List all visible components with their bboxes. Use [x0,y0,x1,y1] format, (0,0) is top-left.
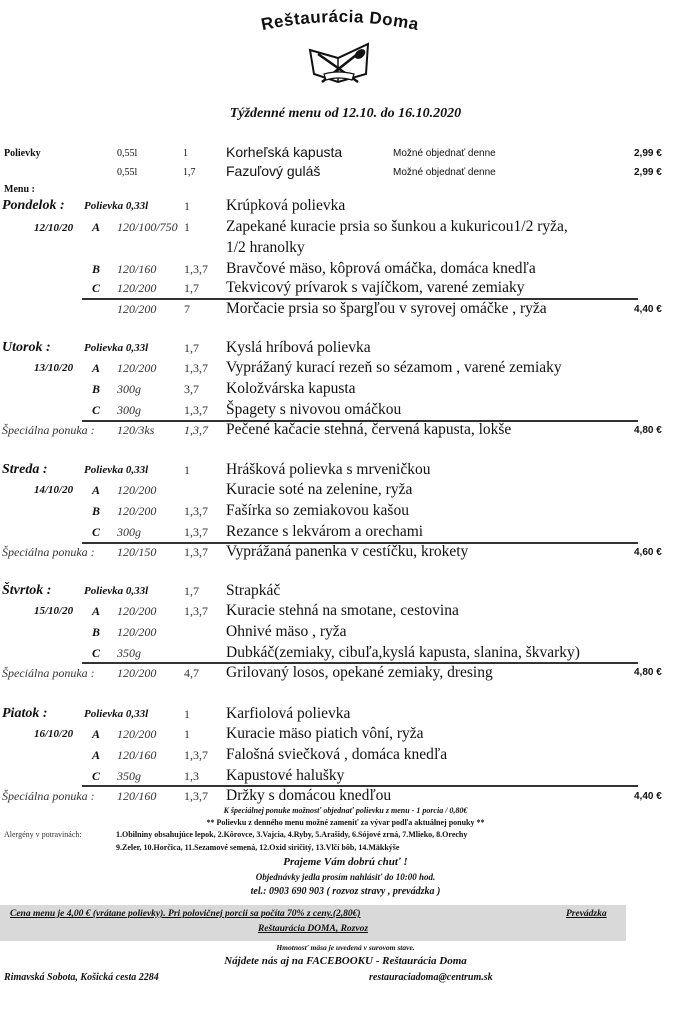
day-soup-name: Hrášková polievka s mrveničkou [226,461,431,478]
special-weight: 120/150 [117,545,157,559]
meal-weight: 350g [117,646,141,660]
bon-appetit: Prajeme Vám dobrú chuť ! [283,856,408,868]
special-name: Vyprážaná panenka v cestíčku, krokety [226,543,469,560]
meal-letter: C [92,403,101,417]
meal-allergens: 1,3 [184,769,199,783]
special-price: 4,60 € [634,547,662,558]
allergens-list-line2: 9.Zeler, 10.Horčica, 11.Sezamové semená, 12.Oxid siričitý, 13.Vlčí bôb, 14.Mäkkýše [116,843,400,852]
meal-weight: 350g [117,769,141,783]
meal-weight: 120/200 [117,604,157,618]
special-allergens: 1,3,7 [184,545,208,559]
meal-letter: A [92,604,101,618]
day-soup-allergens: 1 [184,463,190,477]
day-soup-name: Kyslá hríbová polievka [226,339,371,356]
meal-letter: C [92,769,101,783]
day-soup-label: Polievka 0,33l [84,708,149,720]
meal-name: Ohnivé mäso , ryža [226,623,347,640]
meal-weight: 120/200 [117,625,157,639]
day-soup-allergens: 1 [184,199,190,213]
book-fork-spoon-icon [220,8,460,88]
allergens-list-line1: 1.Obilniny obsahujúce lepok, 2.Kôrovce, 3.Vajcia, 4.Ryby, 5.Arašidy, 6.Sójové zrná, 7.Mlieko, 8.Orechy [116,830,468,839]
restaurant-delivery: Reštaurácia DOMA, Rozvoz [257,924,369,934]
meal-weight: 120/200 [117,361,157,375]
soup-price: 2,99 € [634,148,662,159]
soup-swap-note: ** Polievku z denného menu možné zameniť za vývar podľa aktuálnej ponuky ** [206,818,485,827]
special-offer-label: Špeciálna ponuka : [2,789,95,803]
meal-letter: A [92,361,101,375]
meal-weight: 120/200 [117,281,157,295]
address: Rimavská Sobota, Košická cesta 2284 [4,972,159,983]
allergens-label: Alergény v potravinách: [4,830,82,839]
day-name: Štvrtok : [2,583,52,598]
meal-letter: A [92,748,101,762]
meal-allergens: 1,3,7 [184,361,208,375]
soup-note: Možné objednať denne [393,148,496,159]
day-soup-name: Krúpková polievka [226,197,346,214]
email-address: restauraciadoma@centrum.sk [369,972,493,983]
meal-weight: 120/160 [117,748,157,762]
order-deadline: Objednávky jedla prosím nahlásiť do 10:00 hod. [255,872,436,882]
day-soup-allergens: 1,7 [184,584,199,598]
special-offer-label: Špeciálna ponuka : [2,545,95,559]
day-soup-label: Polievka 0,33l [84,342,149,354]
meal-letter: A [92,727,101,741]
meal-name: Koložvárska kapusta [226,380,356,397]
meal-weight: 120/200 [117,483,157,497]
soup-volume: 0,55l [117,148,138,159]
special-soup-note: K špeciálnej ponuke možnosť objednať polievku z menu - 1 porcia / 0,80€ [223,806,468,815]
soup-volume: 0,55l [117,167,138,178]
soup-note: Možné objednať denne [393,167,496,178]
meal-name: Kuracie mäso piatich vôní, ryža [226,725,424,742]
soup-price: 2,99 € [634,167,662,178]
meal-allergens: 1 [184,220,190,234]
svg-text:Reštaurácia Doma: Reštaurácia Doma [259,8,421,35]
special-name: Držky s domácou knedľou [226,787,392,804]
meal-name: Rezance s lekvárom a orechami [226,523,424,540]
meal-name: Kuracie stehná na smotane, cestovina [226,602,459,619]
meal-name: Špagety s nivovou omáčkou [226,401,402,418]
soup-allergens: 1 [183,148,188,159]
meal-weight: 120/100/750 [117,220,178,234]
special-allergens: 1,3,7 [184,423,208,437]
day-date: 16/10/20 [34,728,74,740]
special-price: 4,40 € [634,791,662,802]
meal-name-continued: 1/2 hranolky [226,239,305,256]
day-soup-label: Polievka 0,33l [84,464,149,476]
meal-letter: B [92,625,101,639]
meal-letter: A [92,220,101,234]
day-name: Utorok : [2,340,51,355]
day-soup-allergens: 1,7 [184,341,199,355]
meat-weight-note: Hmotnosť mäsa je uvedená v surovom stave. [276,943,415,952]
restaurant-logo [220,8,460,88]
price-info-band [0,905,626,941]
meal-allergens: 1,3,7 [184,748,208,762]
special-weight: 120/200 [117,302,157,316]
soup-name: Korheľská kapusta [226,144,343,160]
special-allergens: 1,3,7 [184,789,208,803]
meal-weight: 120/200 [117,727,157,741]
special-weight: 120/160 [117,789,157,803]
meal-name: Falošná sviečková , domáca knedľa [226,746,448,763]
meal-allergens: 1,3,7 [184,403,208,417]
meal-allergens: 1,3,7 [184,525,208,539]
day-soup-name: Karfiolová polievka [226,705,351,722]
day-date: 15/10/20 [34,605,74,617]
meal-weight: 120/200 [117,504,157,518]
special-weight: 120/3ks [117,423,155,437]
menu-label: Menu : [4,184,35,195]
operation-label: Prevádzka [566,909,607,919]
meal-name: Vyprážaný kurací rezeň so sézamom , varené zemiaky [226,359,562,376]
meal-weight: 300g [117,403,141,417]
soup-allergens: 1,7 [183,167,196,178]
day-name: Pondelok : [2,198,65,213]
day-date: 14/10/20 [34,484,74,496]
day-soup-allergens: 1 [184,707,190,721]
meal-weight: 120/160 [117,262,157,276]
soups-label: Polievky [4,148,41,159]
weekly-menu-title: Týždenné menu od 12.10. do 16.10.2020 [229,106,462,121]
soup-name: Fazuľový guláš [226,163,321,179]
special-price: 4,40 € [634,304,662,315]
meal-allergens: 1,3,7 [184,262,208,276]
meal-name: Zapekané kuracie prsia so šunkou a kukuricou1/2 ryža, [226,218,568,235]
day-soup-name: Strapkáč [226,582,281,599]
special-name: Pečené kačacie stehná, červená kapusta, lokše [226,421,512,438]
meal-allergens: 1 [184,727,190,741]
special-name: Morčacie prsia so špargľou v syrovej omáčke , ryža [226,300,547,317]
meal-name: Dubkáč(zemiaky, cibuľa,kyslá kapusta, slanina, škvarky) [226,644,580,661]
special-price: 4,80 € [634,425,662,436]
meal-weight: 300g [117,382,141,396]
special-allergens: 4,7 [184,666,199,680]
facebook-note: Nájdete nás aj na FACEBOOKU - Reštaurácia Doma [224,955,467,967]
day-date: 12/10/20 [34,222,74,234]
meal-allergens: 1,7 [184,281,199,295]
special-weight: 120/200 [117,666,157,680]
meal-letter: C [92,281,101,295]
meal-allergens: 1,3,7 [184,504,208,518]
special-offer-label: Špeciálna ponuka : [2,666,95,680]
day-soup-label: Polievka 0,33l [84,585,149,597]
meal-name: Fašírka so zemiakovou kašou [226,502,409,519]
meal-weight: 300g [117,525,141,539]
meal-letter: B [92,262,101,276]
meal-name: Bravčové mäso, kôprová omáčka, domáca knedľa [226,260,536,277]
meal-name: Kuracie soté na zelenine, ryža [226,481,413,498]
special-allergens: 7 [184,302,190,316]
day-name: Piatok : [2,706,48,721]
phone-number: tel.: 0903 690 903 ( rozvoz stravy , prevádzka ) [250,886,441,897]
day-soup-label: Polievka 0,33l [84,200,149,212]
meal-letter: C [92,646,101,660]
meal-letter: A [92,483,101,497]
day-name: Streda : [2,462,48,477]
meal-letter: C [92,525,101,539]
meal-letter: B [92,504,101,518]
special-name: Grilovaný losos, opekané zemiaky, dresing [226,664,493,681]
meal-letter: B [92,382,101,396]
meal-name: Kapustové halušky [226,767,345,784]
meal-name: Tekvicový prívarok s vajíčkom, varené zemiaky [226,279,525,296]
day-date: 13/10/20 [34,362,74,374]
special-offer-label: Špeciálna ponuka : [2,423,95,437]
meal-allergens: 1,3,7 [184,604,208,618]
meal-allergens: 3,7 [184,382,199,396]
special-price: 4,80 € [634,667,662,678]
menu-price-info: Cena menu je 4,00 € (vrátane polievky). Pri polovičnej porcii sa počíta 70% z ceny.(2,80€) [10,909,361,919]
